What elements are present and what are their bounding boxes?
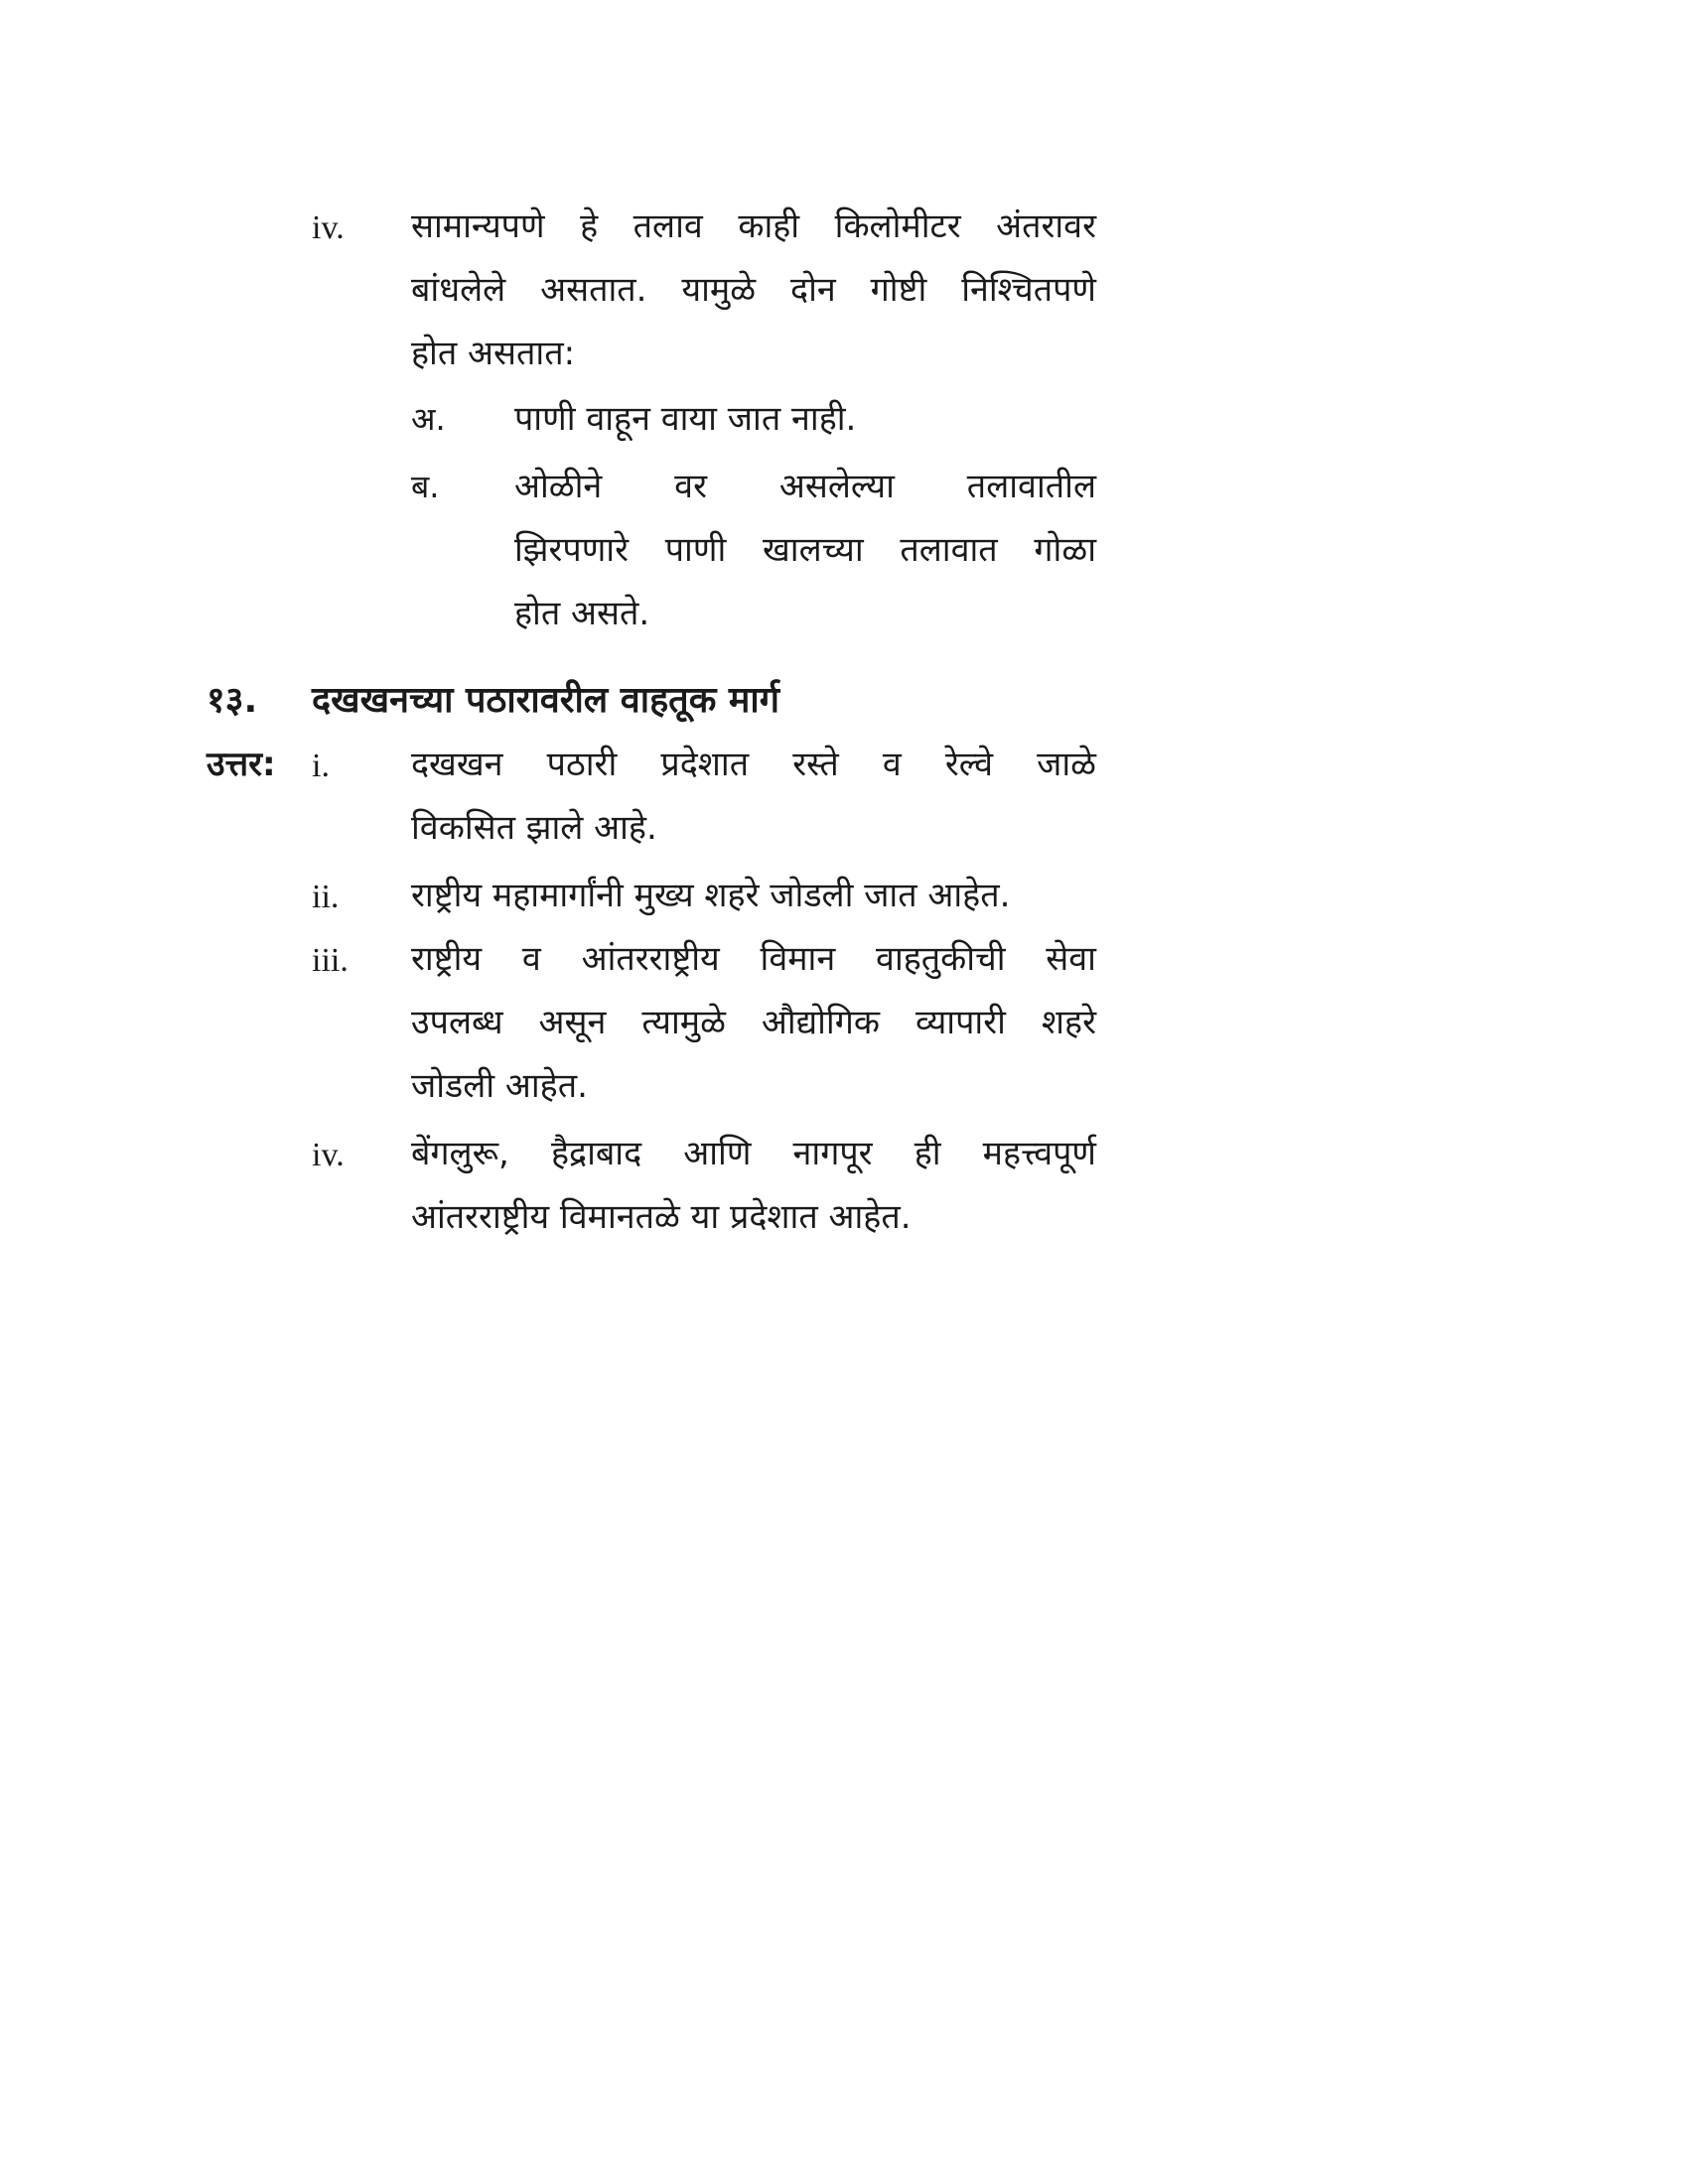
question-title: दखखनच्या पठारावरील वाहतूक मार्ग	[312, 680, 780, 721]
sub-item-marker: ब.	[411, 468, 440, 505]
question-number: १३.	[207, 680, 258, 721]
item-number: i.	[312, 748, 330, 784]
sub-item-text-line: ओळीने वर असलेल्या तलावातील	[514, 467, 1096, 506]
item-text-line: होत असतात:	[411, 334, 576, 373]
item-text-line: राष्ट्रीय महामार्गांनी मुख्य शहरे जोडली जात आहेत.	[411, 876, 1011, 915]
item-number: iv.	[312, 209, 345, 246]
item-text-line: सामान्यपणे हे तलाव काही किलोमीटर अंतरावर	[411, 206, 1096, 246]
item-text-line: जोडली आहेत.	[411, 1066, 588, 1106]
item-text-line: आंतरराष्ट्रीय विमानतळे या प्रदेशात आहेत.	[411, 1197, 912, 1237]
answer-label: उत्तर:	[207, 745, 276, 784]
item-number: iv.	[312, 1137, 345, 1173]
item-number: ii.	[312, 879, 340, 915]
item-number: iii.	[312, 942, 349, 979]
sub-item-text-line: झिरपणारे पाणी खालच्या तलावात गोळा	[514, 530, 1096, 570]
item-text-line: बांधलेले असतात. यामुळे दोन गोष्टी निश्चितपणे	[411, 270, 1096, 310]
item-text-line: दखखन पठारी प्रदेशात रस्ते व रेल्वे जाळे	[411, 745, 1096, 784]
item-text-line: उपलब्ध असून त्यामुळे औद्योगिक व्यापारी शहरे	[411, 1003, 1096, 1042]
sub-item-text-line: होत असते.	[514, 594, 650, 633]
item-text-line: विकसित झाले आहे.	[411, 808, 657, 848]
sub-item-text: पाणी वाहून वाया जात नाही.	[514, 399, 857, 439]
item-text-line: राष्ट्रीय व आंतरराष्ट्रीय विमान वाहतुकीची सेवा	[411, 939, 1096, 979]
sub-item-marker: अ.	[411, 400, 446, 438]
item-text-line: बेंगलुरू, हैद्राबाद आणि नागपूर ही महत्त्वपूर्ण	[411, 1134, 1096, 1173]
